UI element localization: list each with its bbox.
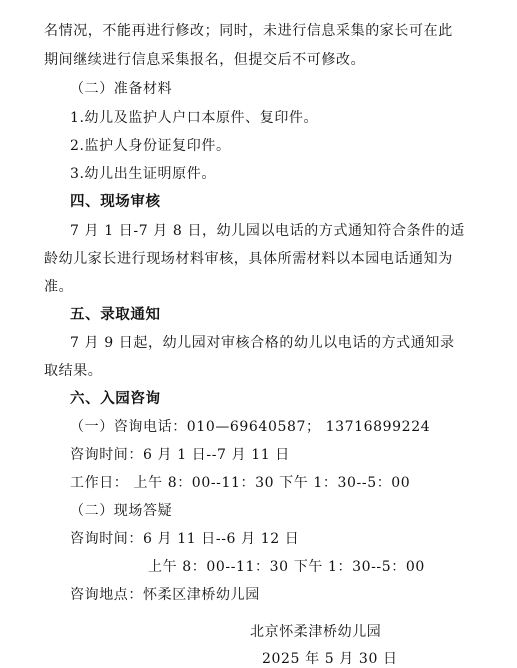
admission-notice-line-1: 7 月 9 日起，幼儿园对审核合格的幼儿以电话的方式通知录 (70, 335, 455, 351)
intro-line-1: 名情况，不能再进行修改；同时，未进行信息采集的家长可在此 (44, 23, 453, 39)
onsite-qa-hours: 上午 8：00--11：30 下午 1：30--5：00 (148, 559, 425, 575)
onsite-qa-heading: （二）现场答疑 (70, 503, 173, 519)
consultation-workday-hours: 工作日： 上午 8：00--11：30 下午 1：30--5：00 (70, 475, 411, 491)
materials-item-2: 2.监护人身份证复印件。 (70, 138, 231, 154)
section-heading-onsite-review: 四、现场审核 (70, 194, 161, 210)
materials-heading: （二）准备材料 (70, 81, 173, 97)
section-heading-consultation: 六、入园咨询 (70, 391, 161, 407)
onsite-review-line-3: 准。 (44, 279, 74, 295)
signature-date: 2025 年 5 月 30 日 (262, 651, 398, 667)
admission-notice-line-2: 取结果。 (44, 363, 103, 379)
section-heading-admission-notice: 五、录取通知 (70, 307, 161, 323)
consultation-location: 咨询地点：怀柔区津桥幼儿园 (70, 587, 260, 603)
intro-line-2: 期间继续进行信息采集报名，但提交后不可修改。 (44, 52, 366, 68)
consultation-phone: （一）咨询电话：010—69640587； 13716899224 (70, 419, 431, 435)
consultation-period: 咨询时间：6 月 1 日--7 月 11 日 (70, 447, 290, 463)
onsite-review-line-2: 龄幼儿家长进行现场材料审核，具体所需材料以本园电话通知为 (44, 251, 453, 267)
signature-organization: 北京怀柔津桥幼儿园 (250, 624, 382, 640)
onsite-qa-period: 咨询时间：6 月 11 日--6 月 12 日 (70, 531, 300, 547)
materials-item-3: 3.幼儿出生证明原件。 (70, 166, 216, 182)
materials-item-1: 1.幼儿及监护人户口本原件、复印件。 (70, 110, 319, 126)
onsite-review-line-1: 7 月 1 日-7 月 8 日，幼儿园以电话的方式通知符合条件的适 (70, 223, 465, 239)
